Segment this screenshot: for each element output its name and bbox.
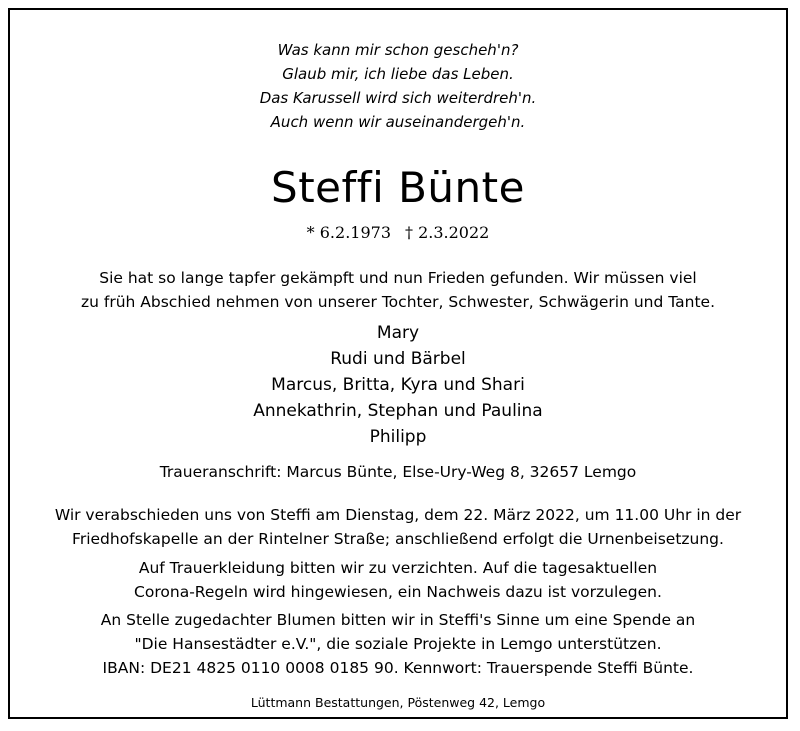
- family-member: Mary: [376, 323, 420, 343]
- undertaker-credit: Lüttmann Bestattungen, Pöstenweg 42, Lemgo: [250, 695, 546, 710]
- family-member: Philipp: [369, 427, 427, 447]
- poem-line: Auch wenn wir auseinandergeh'n.: [270, 113, 526, 131]
- death-date: † 2.3.2022: [405, 223, 490, 242]
- dress-code-line: Corona-Regeln wird hingewiesen, ein Nachweis dazu ist vorzulegen.: [134, 583, 662, 601]
- poem-line: Was kann mir schon gescheh'n?: [277, 41, 519, 59]
- donation-line: "Die Hansestädter e.V.", die soziale Projekte in Lemgo unterstützen.: [134, 635, 662, 653]
- poem-line: Glaub mir, ich liebe das Leben.: [282, 65, 514, 83]
- funeral-line: Friedhofskapelle an der Rintelner Straße; anschließend erfolgt die Urnenbeisetzung.: [72, 530, 724, 548]
- dress-code-info: [10, 556, 786, 604]
- family-member: Marcus, Britta, Kyra und Shari: [271, 375, 525, 395]
- donation-line: An Stelle zugedachter Blumen bitten wir in Steffi's Sinne um eine Spende an: [100, 611, 696, 629]
- mourning-address: [10, 460, 786, 484]
- funeral-line: Wir verabschieden uns von Steffi am Dienstag, dem 22. März 2022, um 11.00 Uhr in der: [54, 506, 742, 524]
- donation-info: [10, 608, 786, 680]
- birth-date: * 6.2.1973: [306, 223, 391, 242]
- dress-code-line: Auf Trauerkleidung bitten wir zu verzichten. Auf die tagesaktuellen: [138, 559, 658, 577]
- funeral-info: [10, 503, 786, 551]
- donation-line: IBAN: DE21 4825 0110 0008 0185 90. Kennwort: Trauerspende Steffi Bünte.: [102, 659, 694, 677]
- life-dates: [10, 222, 786, 244]
- poem: [10, 38, 786, 134]
- intro-text: [10, 266, 786, 314]
- poem-line: Das Karussell wird sich weiterdreh'n.: [259, 89, 537, 107]
- family-member: Rudi und Bärbel: [330, 349, 466, 369]
- deceased-name: Steffi Bünte: [271, 163, 525, 212]
- family-member: Annekathrin, Stephan und Paulina: [253, 401, 543, 421]
- address-line: Traueranschrift: Marcus Bünte, Else-Ury-Weg 8, 32657 Lemgo: [159, 463, 637, 481]
- intro-line: zu früh Abschied nehmen von unserer Tochter, Schwester, Schwägerin und Tante.: [80, 293, 716, 311]
- intro-line: Sie hat so lange tapfer gekämpft und nun Frieden gefunden. Wir müssen viel: [99, 269, 697, 287]
- family-list: [10, 320, 786, 450]
- obituary-notice: [8, 8, 788, 719]
